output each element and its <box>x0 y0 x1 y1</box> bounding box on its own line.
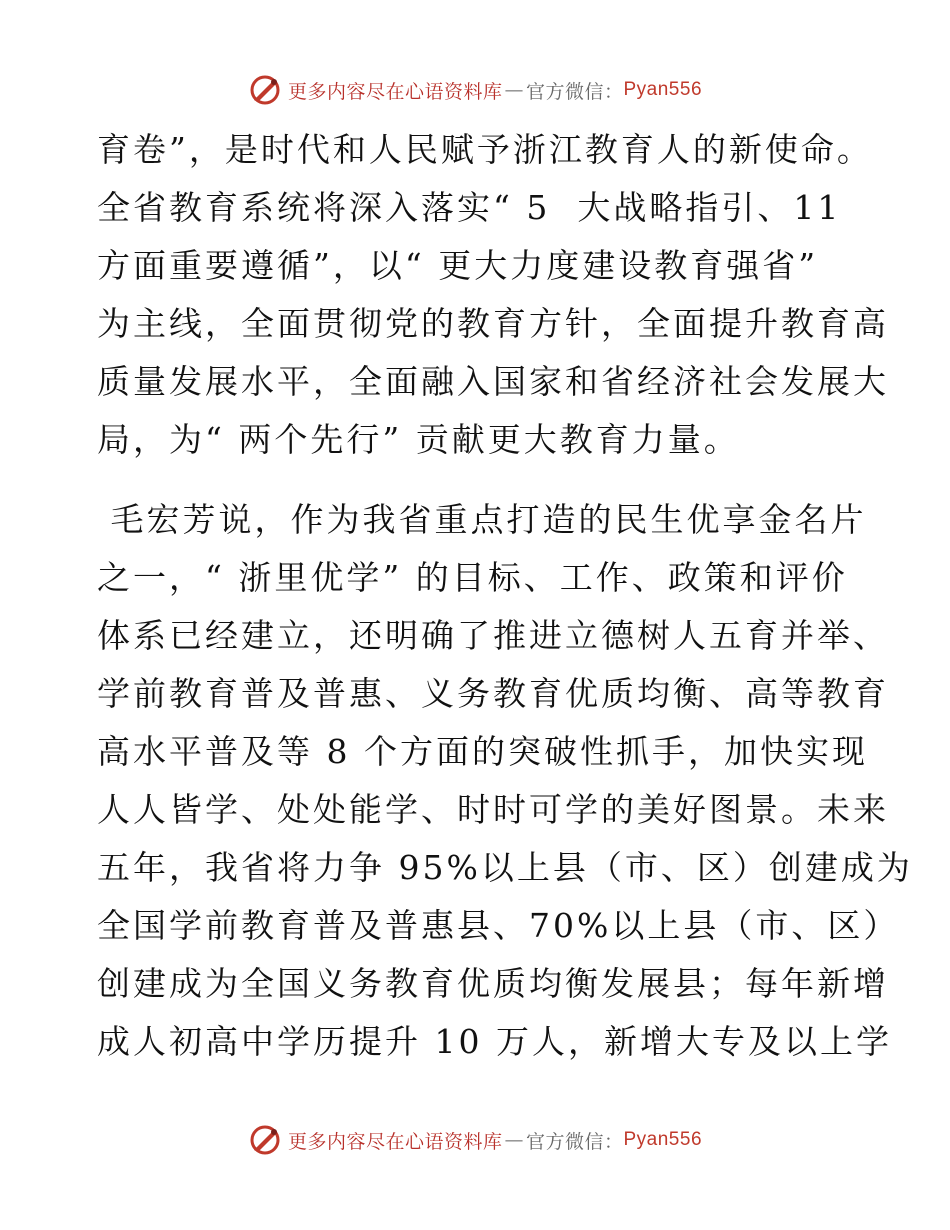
text-line: 成人初高中学历提升 10 万人，新增大专及以上学 <box>97 1022 892 1061</box>
text-line: 创建成为全国义务教育优质均衡发展县；每年新增 <box>97 964 889 1003</box>
watermark-site-text: 更多内容尽在心语资料库 <box>287 1130 503 1153</box>
text-line: 为主线，全面贯彻党的教育方针，全面提升教育高 <box>97 304 889 343</box>
header-watermark <box>0 70 950 110</box>
watermark-site-text: 更多内容尽在心语资料库 <box>287 80 503 103</box>
paragraph-1 <box>97 121 889 469</box>
text-line: 人人皆学、处处能学、时时可学的美好图景。未来 <box>97 790 889 829</box>
text-line: 全省教育系统将深入落实“ 5 大战略指引、11 <box>97 188 842 227</box>
text-line: 之一，“ 浙里优学” 的目标、工作、政策和评价 <box>97 558 848 597</box>
text-line: 体系已经建立，还明确了推进立德树人五育并举、 <box>97 616 889 655</box>
watermark-separator: — <box>504 1129 524 1151</box>
text-line: 毛宏芳说，作为我省重点打造的民生优享金名片 <box>97 500 867 539</box>
text-line: 方面重要遵循”，以“ 更大力度建设教育强省” <box>97 246 819 285</box>
footer-watermark <box>0 1120 950 1160</box>
text-line: 学前教育普及普惠、义务教育优质均衡、高等教育 <box>97 674 889 713</box>
watermark-wechat-label: 官方微信： <box>525 80 624 103</box>
text-line: 育卷”，是时代和人民赋予浙江教育人的新使命。 <box>97 130 873 169</box>
text-line: 局，为“ 两个先行” 贡献更大教育力量。 <box>97 420 740 459</box>
document-body <box>97 121 913 1071</box>
watermark-wechat-label: 官方微信： <box>525 1130 624 1153</box>
paragraph-gap <box>97 469 857 491</box>
paragraph-2 <box>97 491 913 1071</box>
text-line: 全国学前教育普及普惠县、70%以上县（市、区） <box>97 906 900 945</box>
text-line: 五年，我省将力争 95%以上县（市、区）创建成为 <box>97 848 913 887</box>
watermark-wechat-id: Pyan556 <box>623 1129 703 1150</box>
brush-logo-icon <box>248 1123 282 1157</box>
text-line: 质量发展水平，全面融入国家和省经济社会发展大 <box>97 362 889 401</box>
watermark-separator: — <box>504 79 524 101</box>
watermark-wechat-id: Pyan556 <box>623 79 703 100</box>
brush-logo-icon <box>248 73 282 107</box>
text-line: 高水平普及等 8 个方面的突破性抓手，加快实现 <box>97 732 868 771</box>
